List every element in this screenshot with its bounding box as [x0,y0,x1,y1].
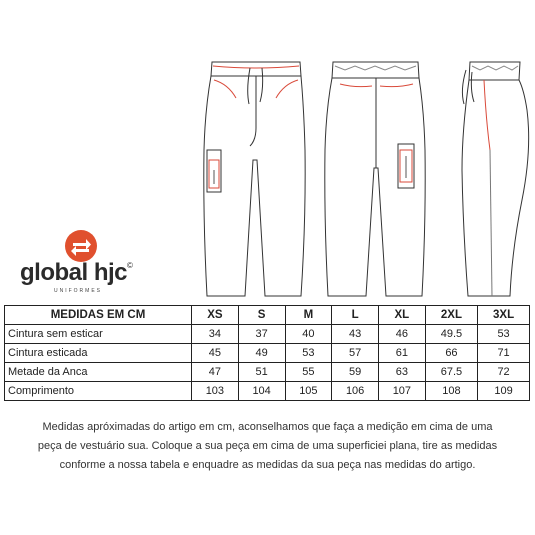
table-cell: 57 [332,344,379,363]
pants-front-icon [204,62,305,296]
note-line: Medidas apróximadas do artigo em cm, aconselhamos que faça a medição em cima de uma [42,421,493,433]
header-size-3xl: 3XL [478,306,530,325]
table-cell: 61 [379,344,426,363]
table-cell: 46 [379,325,426,344]
table-cell: 45 [192,344,239,363]
recycle-arrows-icon [64,229,98,263]
table-cell: 106 [332,382,379,401]
pants-side-icon [462,62,529,296]
table-cell: 66 [425,344,477,363]
table-cell: 108 [425,382,477,401]
brand-tagline: UNIFORMES [54,288,102,294]
header-size-xl: XL [379,306,426,325]
header-size-m: M [285,306,332,325]
table-cell: 103 [192,382,239,401]
row-label: Comprimento [5,382,192,401]
table-cell: 109 [478,382,530,401]
header-size-l: L [332,306,379,325]
table-row [5,382,530,401]
table-cell: 55 [285,363,332,382]
table-cell: 37 [238,325,285,344]
table-cell: 40 [285,325,332,344]
row-label: Metade da Anca [5,363,192,382]
table-row [5,325,530,344]
header-measure: MEDIDAS EM CM [5,306,192,325]
table-row [5,363,530,382]
table-cell: 47 [192,363,239,382]
table-cell: 53 [478,325,530,344]
row-label: Cintura esticada [5,344,192,363]
header-size-xs: XS [192,306,239,325]
table-row [5,344,530,363]
table-cell: 49.5 [425,325,477,344]
table-cell: 43 [332,325,379,344]
table-cell: 67.5 [425,363,477,382]
table-cell: 51 [238,363,285,382]
row-label: Cintura sem esticar [5,325,192,344]
table-cell: 53 [285,344,332,363]
table-cell: 59 [332,363,379,382]
table-cell: 49 [238,344,285,363]
brand-name: global hjc© [20,259,133,286]
header-size-2xl: 2XL [425,306,477,325]
measurement-note [10,418,525,475]
size-table [4,305,530,401]
size-table-header-row [5,306,530,325]
note-line: peça de vestuário sua. Coloque a sua peça em cima de uma superficiei plana, tire as medidas [37,440,498,452]
header-size-s: S [238,306,285,325]
note-line: conforme a nossa tabela e enquadre as medidas da sua peça nas medidas do artigo. [59,459,476,471]
table-cell: 71 [478,344,530,363]
table-cell: 34 [192,325,239,344]
table-cell: 105 [285,382,332,401]
pants-back-icon [325,62,425,296]
brand-logo [20,225,160,295]
table-cell: 104 [238,382,285,401]
table-cell: 72 [478,363,530,382]
table-cell: 63 [379,363,426,382]
table-cell: 107 [379,382,426,401]
